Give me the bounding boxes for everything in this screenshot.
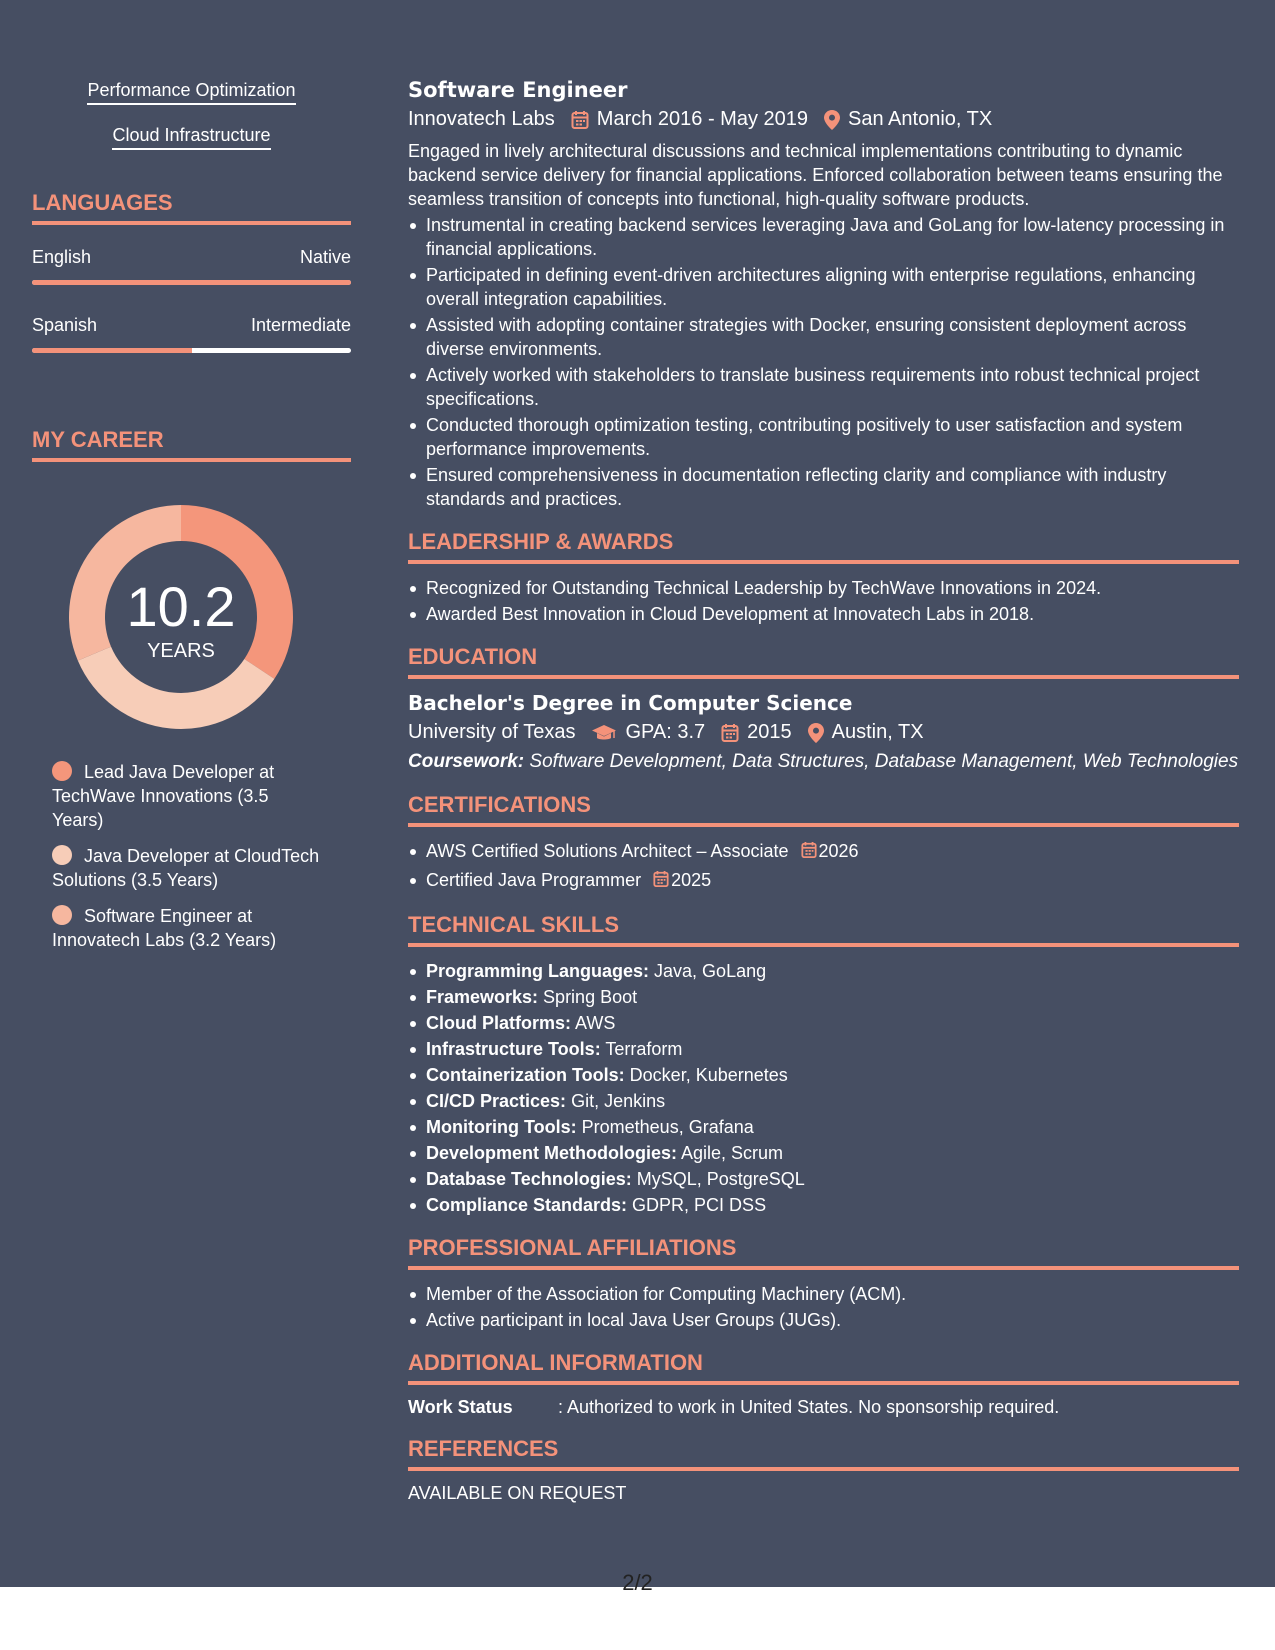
language-name: Spanish [32,315,98,335]
career-legend-label: Software Engineer at Innovatech Labs (3.2 Years) [52,906,277,950]
location-pin-icon [824,110,840,130]
graduation-cap-icon [591,723,617,743]
education-degree: Bachelor's Degree in Computer Science [408,691,853,715]
work-status-label: Work Status [408,1397,513,1417]
education-gpa: GPA: 3.7 [625,721,706,743]
career-total-years: 10.2 [126,575,236,638]
job-summary: Engaged in lively architectural discussions and technical implementations contributing to dynamic backend service delivery for financial applications. Enforced collaboration between teams ensuring the seamless transition of concepts into functional, high-quality software products. [408,141,1223,209]
skill-tag [32,80,351,105]
sidebar [32,80,351,964]
education-year: 2015 [747,721,792,743]
job-company: Innovatech Labs [408,108,555,130]
skill-item [408,1115,1239,1139]
job-location: San Antonio, TX [848,108,993,130]
language-name: English [32,247,92,267]
education-heading: EDUCATION [408,644,1239,679]
career-legend-label: Lead Java Developer at TechWave Innovations (3.5 Years) [52,762,275,830]
skills-list [408,959,1239,1217]
job-title: Software Engineer [408,78,628,102]
certification-name: AWS Certified Solutions Architect – Associate [426,841,789,861]
education-school: University of Texas [408,721,576,743]
skill-item [408,959,1239,983]
education-meta [408,721,1239,744]
skill-item [408,1037,1239,1061]
skill-item [408,1167,1239,1191]
skill-item [408,1193,1239,1217]
skill-values: Git, Jenkins [566,1091,666,1111]
coursework-text: Software Development, Data Structures, Database Management, Web Technologies [524,751,1239,772]
certification-name: Certified Java Programmer [426,870,642,890]
certifications-list [408,839,1239,894]
skill-tag-label: Cloud Infrastructure [112,125,270,150]
list-item: Active participant in local Java User Groups (JUGs). [408,1308,1239,1332]
list-item [408,868,1239,894]
list-item: Participated in defining event-driven architectures aligning with enterprise regulations, enhancing overall integration capabilities. [408,263,1239,311]
skills-heading: TECHNICAL SKILLS [408,912,1239,947]
career-legend-label: Java Developer at CloudTech Solutions (3.5 Years) [52,846,320,890]
skill-category: Cloud Platforms: [426,1013,572,1033]
career-donut-chart [66,502,296,732]
career-total-unit: YEARS [147,640,215,662]
list-item: Assisted with adopting container strategies with Docker, ensuring consistent deployment across diverse environments. [408,313,1239,361]
language-item [32,247,351,285]
skill-item [408,1089,1239,1113]
certification-year: 2025 [671,870,712,890]
skill-item [408,1141,1239,1165]
skill-tag [32,125,351,150]
certification-year: 2026 [818,841,859,861]
language-proficiency-fill [32,348,192,353]
language-proficiency-bar [32,348,351,353]
skill-values: Prometheus, Grafana [576,1117,754,1137]
career-legend-item [32,760,322,832]
language-item [32,315,351,353]
list-item: Actively worked with stakeholders to translate business requirements into robust technical project specifications. [408,363,1239,411]
skill-category: Database Technologies: [426,1169,632,1189]
skill-item [408,985,1239,1009]
language-proficiency-bar [32,280,351,285]
skill-values: Spring Boot [538,987,638,1007]
skill-category: Monitoring Tools: [426,1117,577,1137]
skill-values: Docker, Kubernetes [624,1065,788,1085]
job-meta [408,108,1239,131]
page-number: 2/2 [622,1570,653,1595]
references-heading: REFERENCES [408,1436,1239,1471]
additional-heading: ADDITIONAL INFORMATION [408,1350,1239,1385]
leadership-heading: LEADERSHIP & AWARDS [408,529,1239,564]
skill-category: Programming Languages: [426,961,650,981]
calendar-icon [721,723,739,743]
list-item: Conducted thorough optimization testing, contributing positively to user satisfaction and system performance improvements. [408,413,1239,461]
skill-values: MySQL, PostgreSQL [631,1169,805,1189]
education-location: Austin, TX [831,721,924,743]
skill-category: Frameworks: [426,987,539,1007]
skill-category: Containerization Tools: [426,1065,625,1085]
legend-dot-icon [52,905,72,925]
calendar-icon [571,110,589,130]
list-item: Ensured comprehensiveness in documentation reflecting clarity and compliance with industry standards and practices. [408,463,1239,511]
career-heading: MY CAREER [32,427,351,462]
coursework-label: Coursework: [408,751,525,772]
certifications-heading: CERTIFICATIONS [408,792,1239,827]
list-item: Recognized for Outstanding Technical Leadership by TechWave Innovations in 2024. [408,576,1239,600]
skill-item [408,1063,1239,1087]
career-legend-item [32,844,322,892]
skill-values: Terraform [600,1039,683,1059]
languages-heading: LANGUAGES [32,190,351,225]
skill-category: CI/CD Practices: [426,1091,567,1111]
location-pin-icon [808,723,824,743]
skill-tag-label: Performance Optimization [87,80,295,105]
list-item: Awarded Best Innovation in Cloud Development at Innovatech Labs in 2018. [408,602,1239,626]
work-status-value: : Authorized to work in United States. No sponsorship required. [558,1397,1060,1417]
career-legend-item [32,904,322,952]
skill-category: Infrastructure Tools: [426,1039,601,1059]
skill-category: Compliance Standards: [426,1195,628,1215]
affiliations-list [408,1282,1239,1332]
list-item: Instrumental in creating backend services leveraging Java and GoLang for low-latency processing in financial applications. [408,213,1239,261]
affiliations-heading: PROFESSIONAL AFFILIATIONS [408,1235,1239,1270]
skill-values: GDPR, PCI DSS [627,1195,767,1215]
legend-dot-icon [52,761,72,781]
language-level: Intermediate [250,315,351,335]
references-text: AVAILABLE ON REQUEST [408,1483,627,1503]
legend-dot-icon [52,845,72,865]
list-item [408,839,1239,865]
language-proficiency-fill [32,280,351,285]
skill-values: Agile, Scrum [677,1143,784,1163]
skill-category: Development Methodologies: [426,1143,678,1163]
job-bullets [408,213,1239,511]
skill-values: AWS [571,1013,616,1033]
main-content [408,78,1239,1504]
skill-values: Java, GoLang [649,961,767,981]
skill-item [408,1011,1239,1035]
calendar-icon [801,841,817,865]
leadership-list [408,576,1239,626]
education-coursework [408,750,1239,774]
list-item: Member of the Association for Computing Machinery (ACM). [408,1282,1239,1306]
job-dates: March 2016 - May 2019 [596,108,809,130]
calendar-icon [653,870,669,894]
language-level: Native [299,247,351,267]
work-status-row [408,1397,1239,1418]
